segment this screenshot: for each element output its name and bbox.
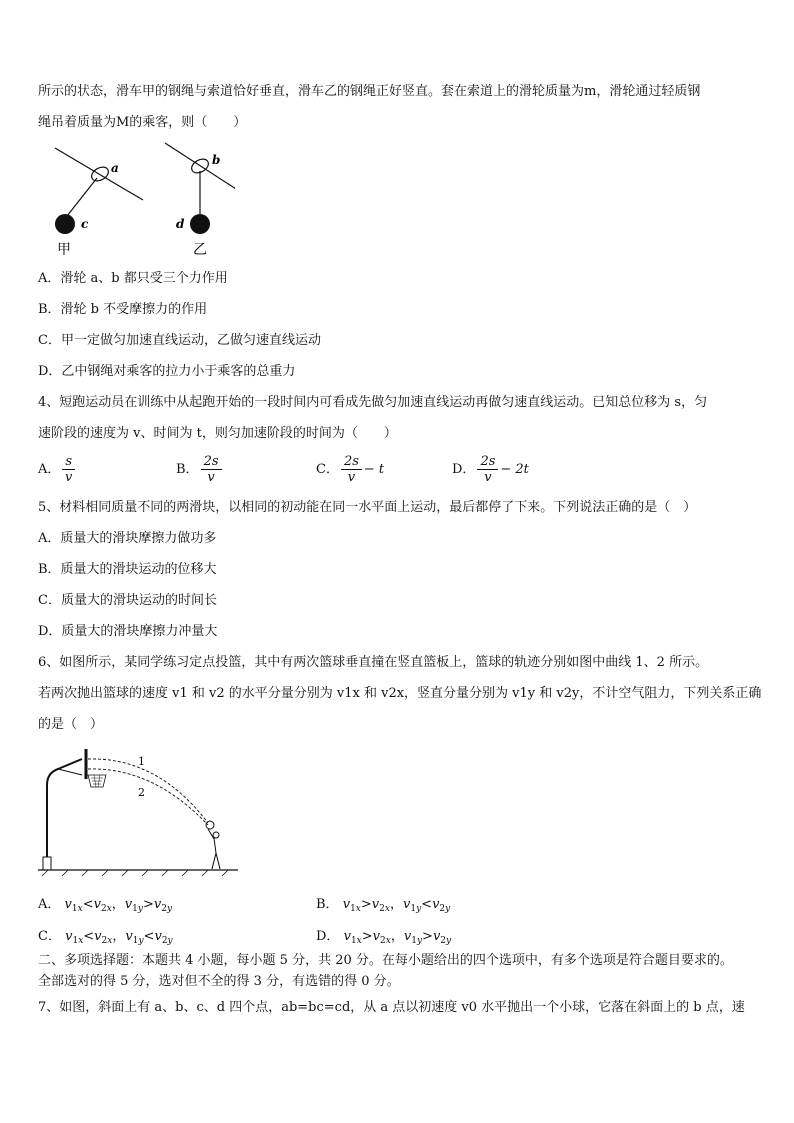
rope-left [67, 178, 97, 216]
passenger-c [55, 214, 75, 234]
q6-option-d: D． $v_{1x}>v_{2x}$，$v_{1y}>v_{2y}$ [316, 929, 452, 946]
curve-label-1: 1 [138, 755, 145, 768]
q5-option-c: C．质量大的滑块运动的时间长 [38, 593, 217, 608]
q3-stem-line1: 所示的状态，滑车甲的钢绳与索道恰好垂直，滑车乙的钢绳正好竖直。套在索道上的滑轮质量为m，滑轮通过轻质钢 [38, 84, 701, 99]
cable-left [55, 148, 143, 200]
q5-option-b: B．质量大的滑块运动的位移大 [38, 562, 217, 577]
net-mesh [91, 775, 103, 787]
q6-stem-line2: 若两次抛出篮球的速度 v1 和 v2 的水平分量分别为 v1x 和 v2x，竖直分量分别为 v1y 和 v2y，不计空气阻力，下列关系正确 [38, 686, 762, 701]
section2-line2: 全部选对的得 5 分，选对但不全的得 3 分，有选错的得 0 分。 [38, 974, 400, 989]
label-d: d [176, 217, 185, 231]
q4-option-a: A． $\frac{s}{v}$ [38, 454, 77, 485]
section2-line1: 二、多项选择题：本题共 4 小题，每小题 5 分，共 20 分。在每小题给出的四个选项中，有多个选项是符合题目要求的。 [38, 953, 733, 968]
q5-stem: 5、材料相同质量不同的两滑块，以相同的初动能在同一水平面上运动，最后都停了下来。下列说法正确的是（ ） [38, 500, 697, 515]
q6-figure [38, 745, 238, 880]
q3-option-b: B．滑轮 b 不受摩擦力的作用 [38, 302, 208, 317]
q3-option-d: D．乙中钢绳对乘客的拉力小于乘客的总重力 [38, 364, 296, 379]
ground-hatch [42, 870, 228, 876]
q6-option-b: B． $v_{1x}>v_{2x}$，$v_{1y}<v_{2y}$ [316, 897, 451, 914]
q4-option-c: C． $\frac{2s}{v}$ − t [316, 454, 385, 485]
curve-label-2: 2 [138, 786, 145, 799]
pole-brace [58, 769, 82, 775]
q3-option-a: A．滑轮 a、b 都只受三个力作用 [38, 271, 228, 286]
q5-option-a: A．质量大的滑块摩擦力做功多 [38, 531, 217, 546]
q3-stem-line2: 绳吊着质量为M的乘客，则（ ） [38, 115, 247, 130]
q6-option-a: A． $v_{1x}<v_{2x}$，$v_{1y}>v_{2y}$ [38, 897, 173, 914]
trajectory-1 [88, 759, 208, 823]
q6-option-c: C． $v_{1x}<v_{2x}$，$v_{1y}<v_{2y}$ [38, 929, 173, 946]
q6-stem-line3: 的是（ ） [38, 717, 104, 732]
caption-right: 乙 [193, 242, 207, 258]
passenger-d [190, 214, 210, 234]
q5-option-d: D．质量大的滑块摩擦力冲量大 [38, 624, 218, 639]
q3-figure [45, 138, 235, 263]
q4-option-b: B． $\frac{2s}{v}$ [176, 454, 224, 485]
q7-stem: 7、如图，斜面上有 a、b、c、d 四个点，ab=bc=cd，从 a 点以初速度 v0 水平抛出一个小球，它落在斜面上的 b 点，速 [38, 1000, 745, 1015]
q4-stem-line1: 4、短跑运动员在训练中从起跑开始的一段时间内可看成先做匀加速直线运动再做匀速直线运动。已知总位移为 s，匀 [38, 395, 708, 410]
trajectory-2 [88, 769, 208, 825]
player-figure [206, 821, 220, 869]
label-c: c [81, 217, 89, 231]
caption-left: 甲 [57, 242, 71, 258]
q4-option-d: D． $\frac{2s}{v}$ − 2t [452, 454, 529, 485]
q6-stem-line1: 6、如图所示，某同学练习定点投篮，其中有两次篮球垂直撞在竖直篮板上，篮球的轨迹分别如图中曲线 1、2 所示。 [38, 655, 709, 670]
pole-base [43, 857, 51, 870]
q3-option-c: C．甲一定做匀加速直线运动，乙做匀速直线运动 [38, 333, 321, 348]
label-a: a [111, 161, 119, 175]
q4-stem-line2: 速阶段的速度为 v、时间为 t，则匀加速阶段的时间为（ ） [38, 426, 397, 441]
label-b: b [212, 153, 221, 167]
